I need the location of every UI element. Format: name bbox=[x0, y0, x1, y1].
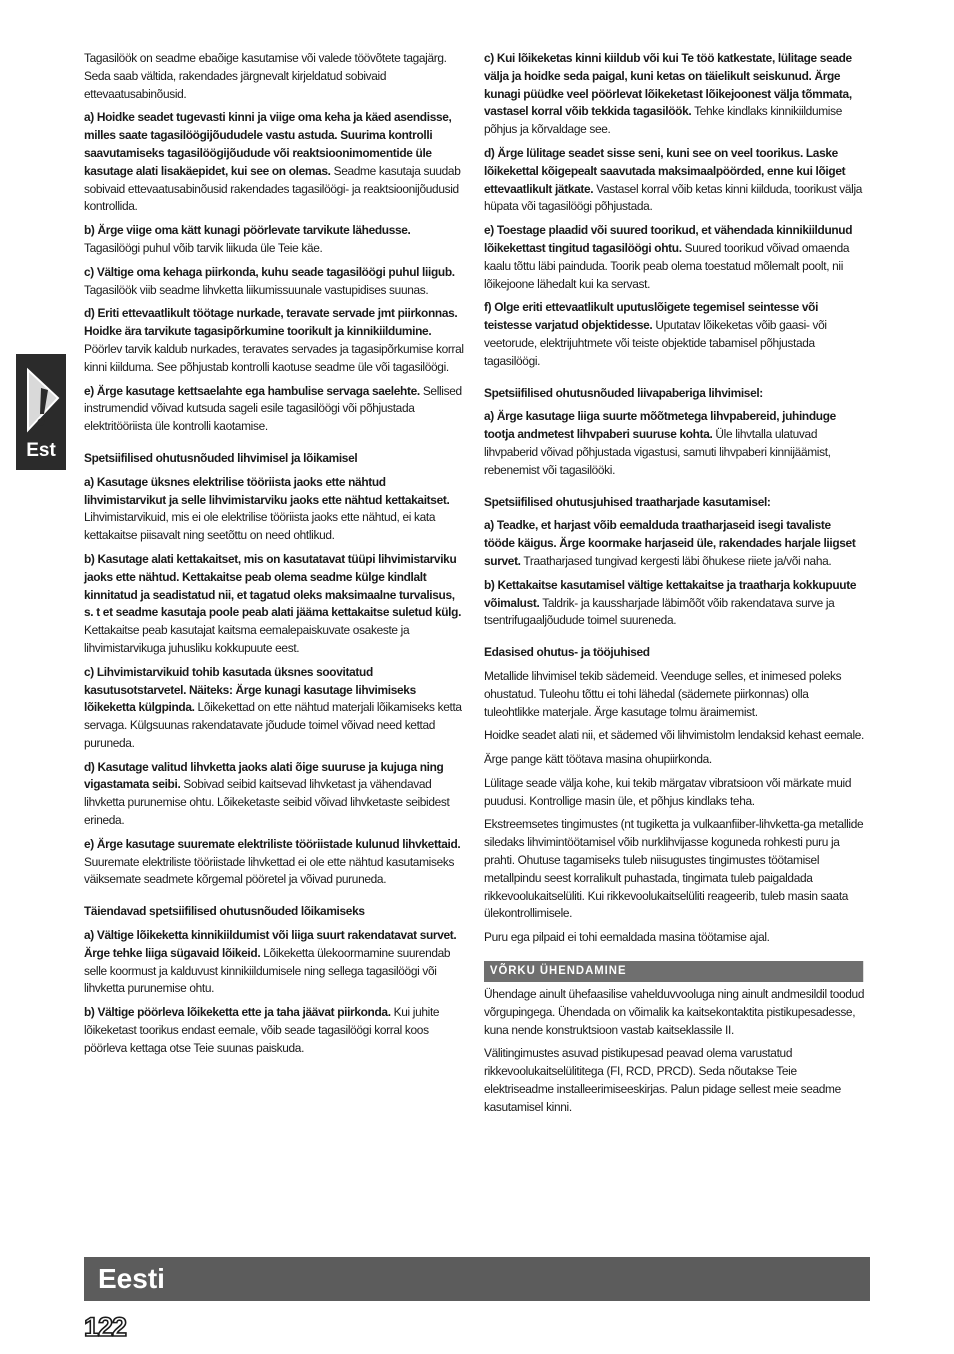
paragraph: Lülitage seade välja kohe, kui tekib märgatav vibratsioon või märkate muid puudusi. Kontrollige masin üle, et põhjus kindlaks teha. bbox=[484, 775, 852, 808]
instruction-b: b) Vältige pöörleva lõikeketta ette ja taha jäävat piirkonda. Kui juhite lõikeketast toorikus endast eemale, võib seade tagasilöögi korral koos pöörleva kettaga otse Teie suunas paiskuda. bbox=[84, 1005, 440, 1055]
section-heading: Spetsiifilised ohutusjuhised traatharjade kasutamisel: bbox=[484, 494, 771, 509]
instruction-b: b) Ärge viige oma kätt kunagi pöörlevate tarvikute lähedusse. Tagasilöögi puhul võib tarvik liikuda üle Teie käe. bbox=[84, 223, 411, 255]
paragraph: Ühendage ainult ühefaasilise vahelduvvooluga ning ainult andmesildil toodud võrgupingega. Ühendada on võimalik ka kaitsekontaktita pistikupesadesse, kuna nende konstruktsioon vastab kaitseklassile II. bbox=[484, 987, 865, 1037]
instruction-e: e) Toestage plaadid või suured toorikud, et vähendada kinnikiildunud lõikekettast tingitud tagasilöögi ohtu. Suured toorikud võivad omaenda kaalu tõttu läbi painduda. Toorik peab olema toestatud mõlemalt poolt, nii lõikejoone lähedalt kui ka servast. bbox=[484, 223, 853, 291]
paragraph: Ärge pange kätt töötava masina ohupiirkonda. bbox=[484, 752, 712, 767]
paragraph: Tagasilöök on seadme ebaõige kasutamise või valede töövõtete tagajärg. Seda saab vältida, rakendades järgnevalt kirjeldatud sobivaid ettevaatusabinõusid. bbox=[84, 51, 447, 101]
section-bar-heading: VÕRKU ÜHENDAMINE bbox=[484, 961, 863, 982]
warning-icon bbox=[20, 364, 62, 434]
instruction-d: d) Eriti ettevaatlikult töötage nurkade, teravate servade jmt piirkonnas. Hoidke ära tarvikute tagasipõrkumine toorikult ja kinnikiildumine. Pöörlev tarvik kaldub nurkades, teravates servades ja tagasipõrkumise korral kinni kiilduma. See põhjustab kontrolli kaotuse seadme üle või tagasilöögi. bbox=[84, 306, 464, 374]
instruction-a: a) Kasutage üksnes elektrilise tööriista jaoks ette nähtud lihvimistarvikut ja selle lihvimistarviku jaoks ette nähtud kettakaitset. Lihvimistarvikuid, mis ei ole elektrilise tööriista jaoks ette nähtud, ei kata kettakaitse piisavalt ning seetõttu on need ohtlikud. bbox=[84, 474, 450, 543]
section-heading: Spetsiifilised ohutusnõuded liivapaberiga lihvimisel: bbox=[484, 385, 763, 400]
paragraph: Metallide lihvimisel tekib sädemeid. Veenduge selles, et inimesed poleks ohustatud. Tuleohu tõttu ei tohi lähedal (sädemete piirkonnas) olla tuleohtlikke materjale. Ärge kasutage tolmu äraimemist. bbox=[484, 668, 842, 719]
instruction-a: a) Teadke, et harjast võib eemalduda traatharjaseid isegi tavaliste tööde käigus. Ärge koormake harjaseid üle, rakendades harjale liigset survet. Traatharjased tungivad kergesti läbi õhukese riiete ja/või naha. bbox=[484, 518, 856, 568]
instruction-d: d) Kasutage valitud lihvketta jaoks alati õige suuruse ja kujuga ning vigastamata seibi. Sobivad seibid kaitsevad lihvketast ja vähendavad lihvketta purunemise ohtu. Lõikeketaste seibid võivad lihvketaste seibidest erineda. bbox=[84, 759, 450, 828]
left-column bbox=[84, 50, 464, 1064]
instruction-c: c) Kui lõikeketas kinni kiildub või kui Te töö katkestate, lülitage seade välja ja hoidke seda paigal, kuni ketas on täielikult seiskunud. Ärge kunagi püüdke veel pöörlevat lõikeketast lõikejoonest välja tõmmata, vastasel korral võib tekkida tagasilöök. Tehke kindlaks kinnikiildumise põhjus ja kõrvaldage see. bbox=[484, 51, 852, 137]
paragraph: Hoidke seadet alati nii, et sädemed või lihvimistolm lendaksid kehast eemale. bbox=[484, 728, 865, 743]
page-number: 122 bbox=[84, 1312, 127, 1342]
instruction-a: a) Hoidke seadet tugevasti kinni ja viige oma keha ja käed asendisse, milles saate tagasilöögijõududele vastu astuda. Suurima kontrolli saavutamiseks tagasilöögijõudude või reaktsioonimomentide üle kasutage alati lisakäepidet, kui see on olemas. Seadme kasutaja suudab sobivaid ettevaatusabinõusid rakendades tagasilöögi- ja reaktsioonijõudusid kontrollida. bbox=[84, 110, 461, 214]
language-label: Est bbox=[26, 440, 56, 461]
instruction-f: f) Olge eriti ettevaatlikult uputuslõigete tegemisel seintesse või teistesse varjatud objektidesse. Uputatav lõikeketas võib gaasi- või veetorude, elektrijuhtmete või teiste objektide tabamisel põhjustada tagasilöögi. bbox=[484, 300, 827, 368]
instruction-d: d) Ärge lülitage seadet sisse seni, kuni see on veel toorikus. Laske lõikekettal kõigepealt saavutada maksimaalpöörded, enne kui lõiget ettevaatlikult jätkate. Vastasel korral võib ketas kinni kiilduda, toorikust välja hüpata või tagasilöögi põhjustada. bbox=[484, 145, 863, 214]
section-heading: Spetsiifilised ohutusnõuded lihvimisel ja lõikamisel bbox=[84, 450, 358, 465]
instruction-c: c) Lihvimistarvikuid tohib kasutada üksnes soovitatud kasutusotstarvetel. Näiteks: Ärge kunagi kasutage lihvimiseks lõikeketta külgpinda. Lõikekettad on ette nähtud materjali lõikamiseks ketta servaga. Külgsuunas rakendatavate jõudude toimel võivad need kettad puruneda. bbox=[84, 664, 462, 750]
instruction-e: e) Ärge kasutage suuremate elektriliste tööriistade kulunud lihvkettaid. Suuremate elektriliste tööriistade lihvkettad ei ole ette nähtud kasutamiseks väiksemate seadmete kõrgemal pööretel ja võivad puruneda. bbox=[84, 836, 461, 887]
instruction-a: a) Vältige lõikeketta kinnikiildumist või liiga suurt rakendatavat survet. Ärge tehke liiga sügavaid lõikeid. Lõikeketta ülekoormamine suurendab selle koormust ja kalduvust kinnikiildumisele ning sellega tagasilöögi või lihvketta purunemise ohtu. bbox=[84, 928, 457, 996]
instruction-a: a) Ärge kasutage liiga suurte mõõtmetega lihvpabereid, juhinduge tootja andmetest lihvpaberi suuruse kohta. Üle lihvtalla ulatuvad lihvpaberid võivad põhjustada vigastusi, samuti lihvpaberi kinnijäämist, rebenemist või tagasilööki. bbox=[484, 409, 836, 477]
paragraph: Välitingimustes asuvad pistikupesad peavad olema varustatud rikkevoolukaitselülititega (FI, RCD, PRCD). Seda nõutakse Teie elektriseadme installeerimiseeskirjas. Palun pidage sellest meie seadme kasutamisel kinni. bbox=[484, 1046, 841, 1114]
instruction-e: e) Ärge kasutage kettsaelahte ega hambulise servaga saelehte. Sellised instrumendid võivad kutsuda sageli esile tagasilöögi või põhjustada elektritööriista üle kontrolli kaotamise. bbox=[84, 383, 462, 434]
footer-title-bar: Eesti bbox=[84, 1257, 870, 1301]
instruction-c: c) Vältige oma kehaga piirkonda, kuhu seade tagasilöögi puhul liigub. Tagasilöök viib seadme lihvketta liikumissuunale vastupidises suunas. bbox=[84, 264, 455, 297]
language-tab bbox=[16, 354, 66, 470]
instruction-b: b) Kasutage alati kettakaitset, mis on kasutatavat tüüpi lihvimistarviku jaoks ette nähtud. Kettakaitse peab olema seadme külge kindlalt kinnitatud ja seadistatud nii, et tagatud oleks maksimaalne turvalisus, s. t et seadme kasutaja poole peab alati jääma kettakaitse suletud külg. Kettakaitse peab kasutajat kaitsma eemalepaiskuvate osakeste ja lihvimistarvikuga juhusliku kokkupuute eest. bbox=[84, 551, 462, 655]
paragraph: Puru ega pilpaid ei tohi eemaldada masina töötamise ajal. bbox=[484, 930, 770, 945]
instruction-b: b) Kettakaitse kasutamisel vältige kettakaitse ja traatharja kokkupuute võimalust. Taldrik- ja kaussharjade läbimõõt võib rakendatava surve ja tsentrifugaaljõudude toimel suureneda. bbox=[484, 577, 857, 628]
section-heading: Edasised ohutus- ja tööjuhised bbox=[484, 645, 650, 660]
paragraph: Ekstreemsetes tingimustes (nt tugiketta ja vulkaanfiiber-lihvketta-ga metallide siledaks lihvimintöötamisel võib nurklihvijasse koguneda rohkesti puru ja prahti. Ohutuse tagamiseks tuleb niisugustes tingimustes töötamisel metallpindu seest korralikult puhastada, tingimata tuleb paigaldada rikkevoolukaitselüliti. Kui rikkevoolukaitselüliti reageerib, tuleb masin saata ülekontrollimisele. bbox=[484, 817, 864, 921]
section-heading: Täiendavad spetsiifilised ohutusnõuded lõikamiseks bbox=[84, 904, 365, 919]
right-column bbox=[484, 50, 864, 1123]
